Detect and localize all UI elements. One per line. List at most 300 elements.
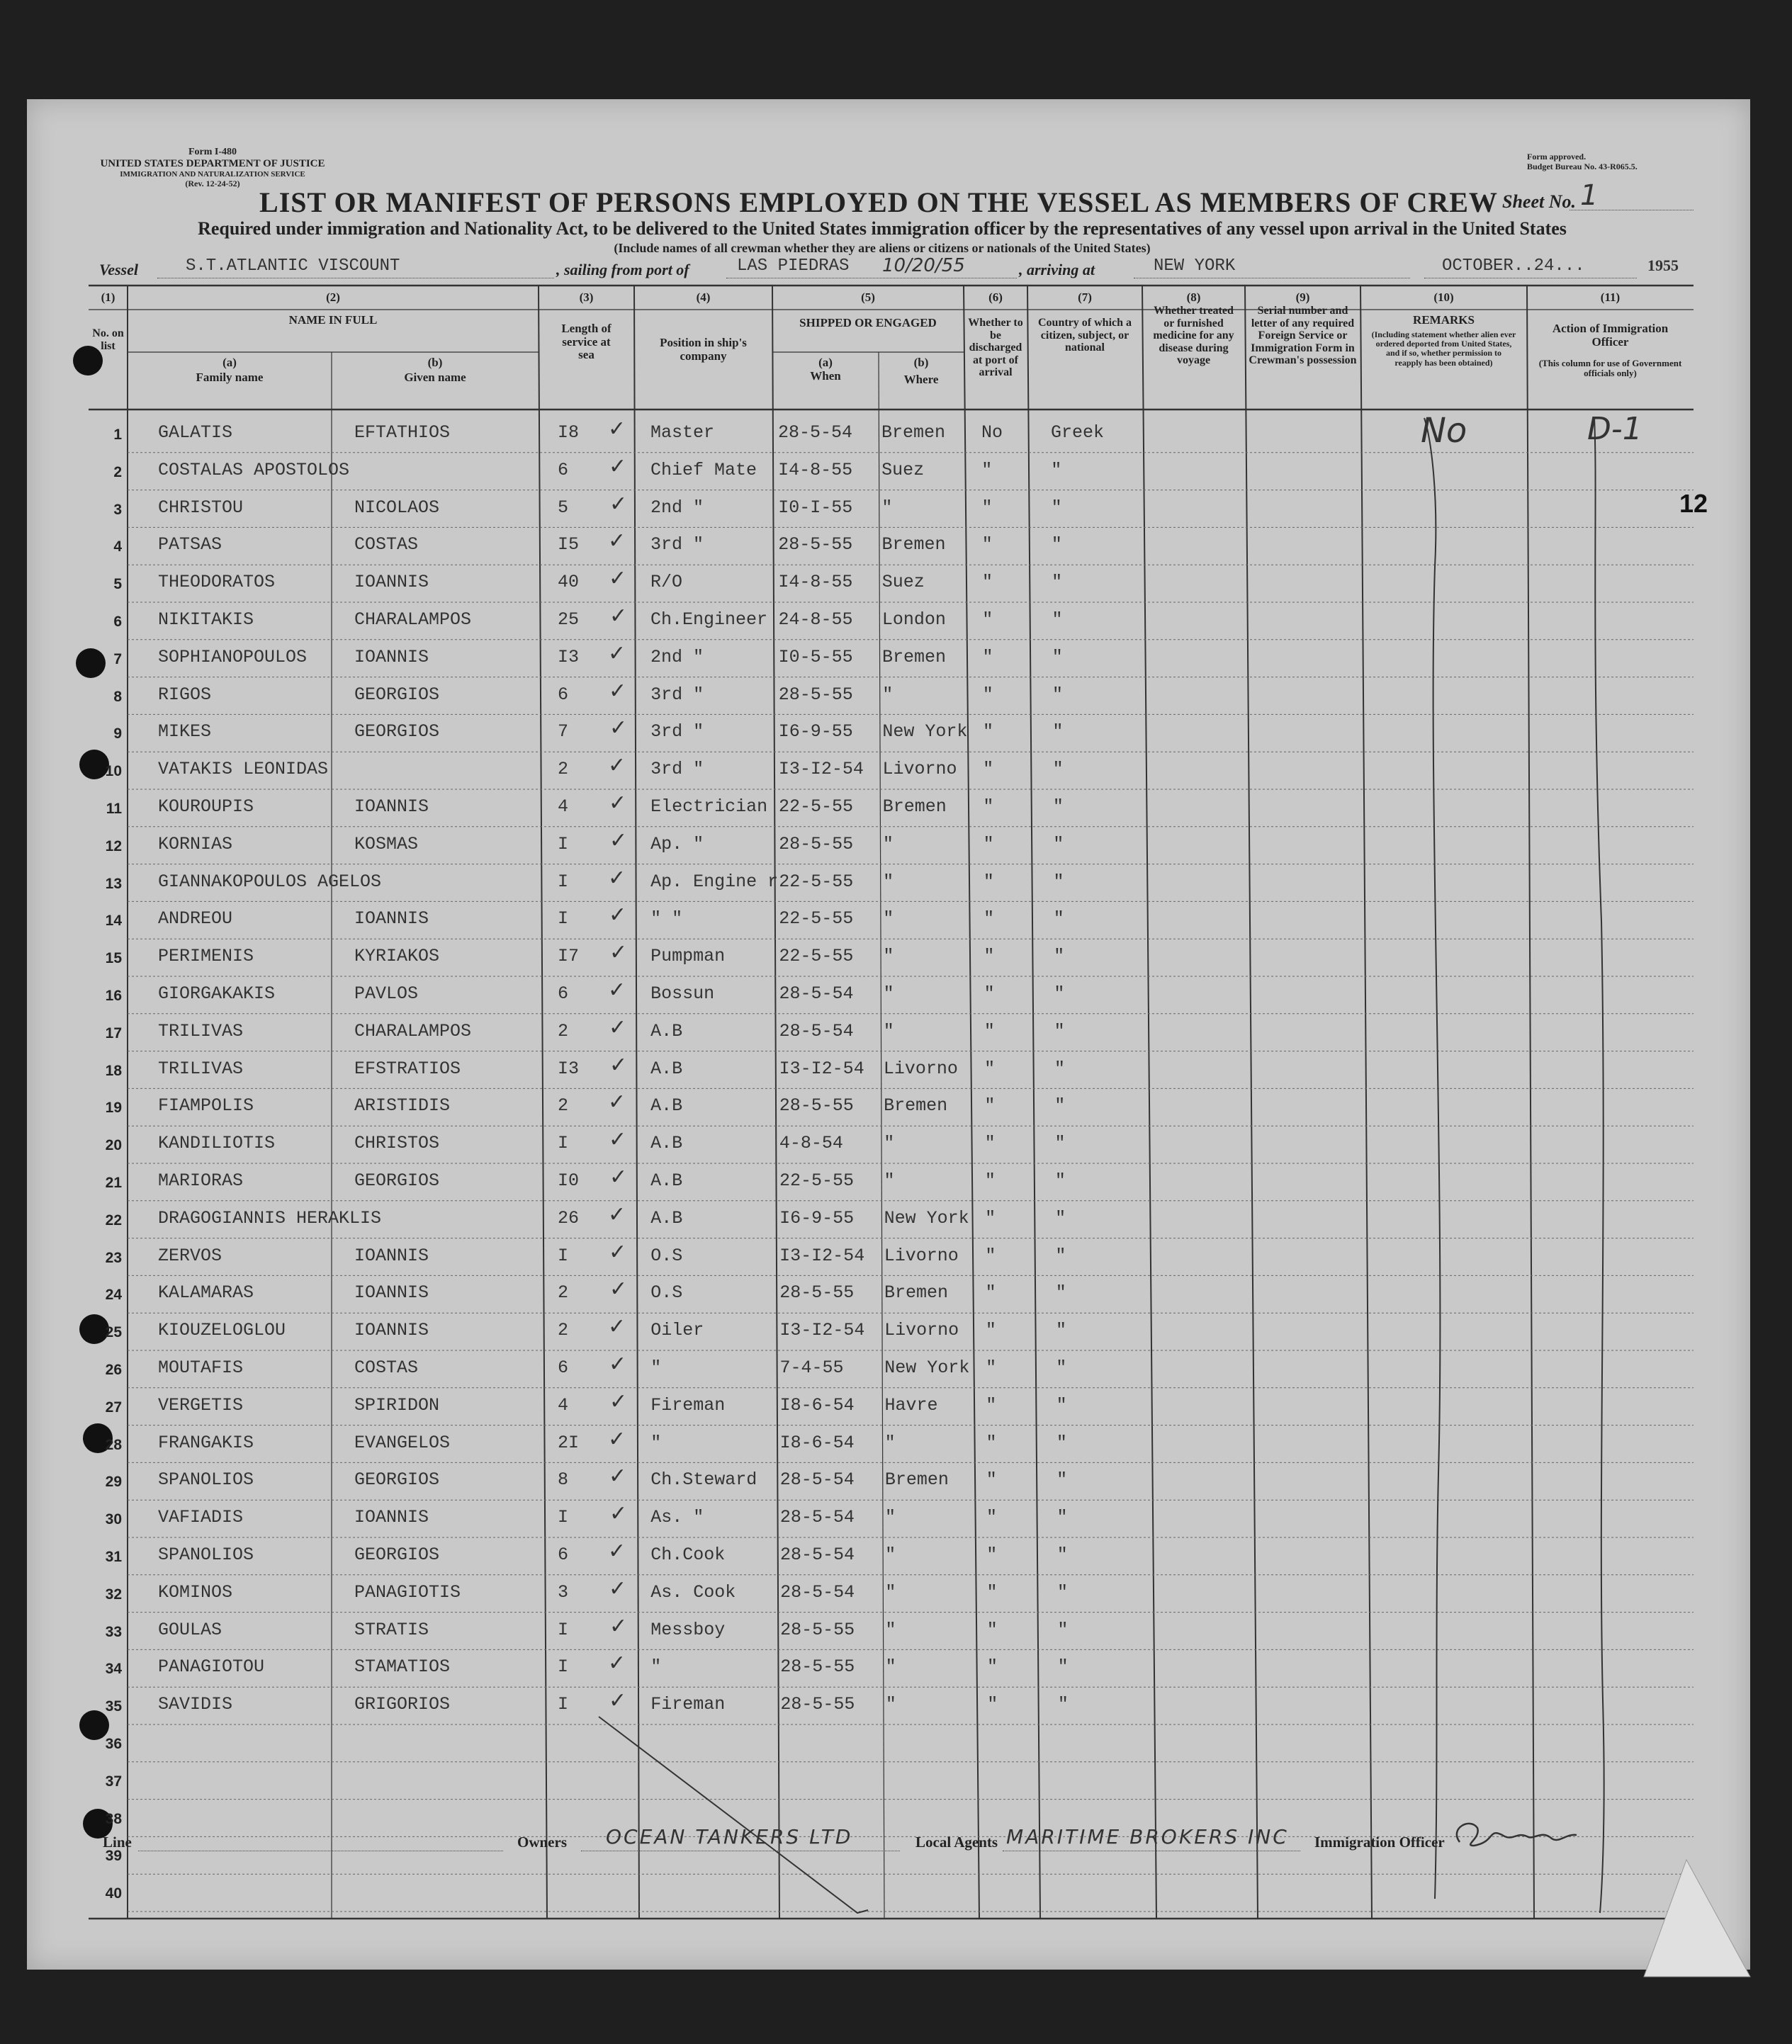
tick-mark-icon: ✓ bbox=[609, 903, 627, 928]
row-number: 19 bbox=[105, 1100, 122, 1117]
given-name: EFSTRATIOS bbox=[354, 1058, 461, 1079]
service-length: I bbox=[558, 1133, 569, 1154]
row-number: 24 bbox=[105, 1287, 122, 1304]
position: 3rd " bbox=[650, 759, 704, 780]
family-name: TRILIVAS bbox=[158, 1058, 244, 1079]
family-name: NIKITAKIS bbox=[158, 609, 254, 630]
shipped-where: " bbox=[881, 497, 893, 518]
col5b-label: Where bbox=[903, 373, 939, 386]
family-name: ZERVOS bbox=[158, 1245, 222, 1266]
tick-mark-icon: ✓ bbox=[609, 1052, 628, 1078]
country: " bbox=[1052, 572, 1063, 593]
col1-label: No. on list bbox=[92, 327, 124, 352]
country: " bbox=[1052, 646, 1063, 667]
discharged: " bbox=[983, 796, 994, 817]
given-name: EFTATHIOS bbox=[354, 422, 451, 443]
tick-mark-icon: ✓ bbox=[608, 1651, 626, 1676]
service-length: I bbox=[558, 1694, 569, 1715]
discharged: " bbox=[982, 609, 993, 630]
row-number: 11 bbox=[106, 801, 122, 817]
tick-mark-icon: ✓ bbox=[609, 604, 628, 628]
row-number: 29 bbox=[105, 1474, 122, 1491]
given-name: GRIGORIOS bbox=[354, 1694, 451, 1715]
service-length: I bbox=[558, 1656, 569, 1678]
given-name: IOANNIS bbox=[354, 908, 429, 930]
row-number: 14 bbox=[105, 913, 122, 930]
shipped-when: 28-5-54 bbox=[780, 1581, 855, 1603]
discharged: " bbox=[984, 1170, 996, 1191]
shipped-where: Bremen bbox=[882, 646, 947, 667]
row-number: 10 bbox=[105, 763, 122, 780]
shipped-when: I3-I2-54 bbox=[779, 1320, 865, 1341]
shipped-where: Bremen bbox=[884, 1282, 948, 1304]
officer-label: Immigration Officer bbox=[1314, 1834, 1445, 1851]
position: A.B bbox=[650, 1058, 683, 1079]
line-label: Line bbox=[103, 1834, 132, 1851]
shipped-when: 28-5-54 bbox=[778, 422, 853, 443]
shipped-when: 28-5-54 bbox=[779, 1545, 855, 1565]
shipped-where: Livorno bbox=[884, 1320, 959, 1341]
tick-mark-icon: ✓ bbox=[609, 1277, 628, 1302]
shipped-when: I3-I2-54 bbox=[779, 1245, 865, 1266]
discharged: " bbox=[986, 1394, 997, 1416]
shipped-when: 28-5-54 bbox=[779, 1020, 854, 1041]
given-name: KYRIAKOS bbox=[354, 946, 440, 967]
shipped-when: I6-9-55 bbox=[778, 721, 853, 742]
country: " bbox=[1055, 1207, 1066, 1229]
family-name: MOUTAFIS bbox=[158, 1357, 244, 1378]
service-length: 40 bbox=[558, 572, 580, 593]
family-name: FIAMPOLIS bbox=[158, 1095, 254, 1117]
tick-mark-icon: ✓ bbox=[608, 1202, 626, 1227]
tick-mark-icon: ✓ bbox=[608, 978, 626, 1003]
discharged: " bbox=[986, 1507, 998, 1528]
tick-mark-icon: ✓ bbox=[609, 566, 627, 592]
subtitle-note: (Include names of all crewman whether they are aliens or citizens or nationals of the United States) bbox=[614, 241, 1151, 255]
country: " bbox=[1053, 871, 1064, 892]
shipped-where: " bbox=[883, 908, 894, 930]
position: A.B bbox=[650, 1095, 683, 1117]
service-length: 4 bbox=[558, 1394, 569, 1416]
position: " bbox=[650, 1432, 662, 1453]
col10-label: REMARKS bbox=[1413, 313, 1475, 327]
row-number: 6 bbox=[113, 614, 122, 630]
given-name: GEORGIOS bbox=[354, 1469, 440, 1491]
discharged: " bbox=[987, 1656, 998, 1678]
tick-mark-icon: ✓ bbox=[608, 1426, 626, 1452]
given-name: IOANNIS bbox=[354, 572, 429, 593]
country: " bbox=[1052, 609, 1063, 630]
col5a-label: When bbox=[810, 369, 841, 383]
discharged: " bbox=[981, 572, 993, 593]
shipped-where: Suez bbox=[881, 459, 925, 480]
given-name: IOANNIS bbox=[354, 1245, 429, 1266]
family-name: KOMINOS bbox=[158, 1581, 233, 1603]
country: " bbox=[1051, 497, 1062, 518]
row-number: 34 bbox=[105, 1661, 122, 1678]
tick-mark-icon: ✓ bbox=[609, 678, 627, 704]
position: A.B bbox=[650, 1170, 683, 1191]
row-number: 22 bbox=[105, 1212, 122, 1229]
discharged: " bbox=[984, 1058, 996, 1079]
shipped-where: " bbox=[883, 1020, 894, 1041]
family-name: PATSAS bbox=[158, 534, 222, 555]
shipped-when: 28-5-55 bbox=[780, 1694, 855, 1715]
service-length: I bbox=[558, 908, 569, 930]
row-number: 25 bbox=[105, 1324, 122, 1341]
discharged: " bbox=[986, 1619, 998, 1640]
service-length: I bbox=[558, 1619, 569, 1640]
position: A.B bbox=[650, 1020, 683, 1041]
family-name: KIOUZELOGLOU bbox=[158, 1320, 286, 1341]
service-length: I7 bbox=[558, 946, 580, 967]
shipped-when: 22-5-55 bbox=[779, 871, 854, 892]
tick-mark-icon: ✓ bbox=[608, 865, 626, 891]
shipped-where: " bbox=[884, 1133, 895, 1154]
tick-mark-icon: ✓ bbox=[608, 1539, 626, 1564]
col6-num: (6) bbox=[988, 290, 1003, 304]
col4-num: (4) bbox=[696, 290, 711, 304]
row-number: 39 bbox=[105, 1848, 122, 1865]
position: 2nd " bbox=[650, 497, 704, 518]
col3-label: Length of service at sea bbox=[561, 322, 612, 362]
shipped-where: " bbox=[883, 871, 894, 892]
shipped-where: London bbox=[881, 609, 946, 630]
country: " bbox=[1055, 1320, 1066, 1341]
col2b-label: Given name bbox=[404, 371, 466, 384]
service-length: 7 bbox=[558, 721, 569, 742]
position: O.S bbox=[650, 1282, 683, 1304]
col7-num: (7) bbox=[1078, 290, 1092, 304]
service-length: I3 bbox=[558, 1058, 580, 1079]
row-number: 17 bbox=[105, 1024, 122, 1041]
col9-num: (9) bbox=[1295, 290, 1310, 304]
service-length: 2 bbox=[558, 1282, 569, 1304]
shipped-when: 22-5-55 bbox=[779, 1170, 854, 1191]
col4-label: Position in ship's company bbox=[660, 336, 747, 363]
col5a-num: (a) bbox=[818, 356, 833, 369]
row-number: 7 bbox=[113, 650, 122, 667]
remarks-mark: No bbox=[1421, 411, 1467, 451]
service-length: I bbox=[558, 833, 569, 854]
shipped-where: Livorno bbox=[883, 1058, 958, 1079]
shipped-when: 28-5-55 bbox=[779, 833, 854, 854]
row-number: 16 bbox=[105, 988, 122, 1004]
row-number: 12 bbox=[105, 837, 122, 854]
given-name: IOANNIS bbox=[354, 796, 429, 817]
family-name: SAVIDIS bbox=[158, 1694, 233, 1715]
discharged: " bbox=[982, 721, 993, 742]
country: " bbox=[1057, 1694, 1069, 1715]
shipped-when: I4-8-55 bbox=[778, 572, 853, 593]
row-number: 9 bbox=[113, 725, 122, 742]
col9-label: Serial number and letter of any required Foreign Service or Immigration Form in Crewman's possession bbox=[1249, 305, 1357, 367]
position: 2nd " bbox=[650, 646, 704, 667]
country: " bbox=[1056, 1432, 1067, 1453]
shipped-when: 28-5-55 bbox=[778, 534, 853, 555]
tick-mark-icon: ✓ bbox=[609, 1165, 628, 1190]
service-length: 26 bbox=[558, 1207, 580, 1229]
country: " bbox=[1055, 1245, 1066, 1266]
col6-label: Whether to be discharged at port of arrival bbox=[968, 317, 1023, 379]
tick-mark-icon: ✓ bbox=[609, 1352, 627, 1377]
discharged: " bbox=[983, 833, 994, 854]
tick-mark-icon: ✓ bbox=[609, 716, 628, 741]
position: " " bbox=[650, 908, 683, 930]
shipped-where: " bbox=[884, 1507, 896, 1528]
discharged: " bbox=[985, 1320, 996, 1341]
service-length: I5 bbox=[558, 534, 580, 555]
discharged: " bbox=[987, 1694, 998, 1715]
country: " bbox=[1054, 1020, 1065, 1041]
col5-label: SHIPPED OR ENGAGED bbox=[799, 316, 937, 329]
sailing-label: , sailing from port of bbox=[556, 261, 689, 278]
arrival-date: OCTOBER..24... bbox=[1442, 256, 1585, 276]
family-name: VERGETIS bbox=[158, 1394, 244, 1416]
subtitle: Required under immigration and Nationality Act, to be delivered to the United States immigration officer by the representatives of any vessel upon arrival in the United States bbox=[198, 218, 1567, 239]
vessel-label: Vessel bbox=[99, 261, 138, 278]
shipped-when: I8-6-54 bbox=[779, 1394, 855, 1416]
service-length: 6 bbox=[558, 1545, 569, 1565]
position: 3rd " bbox=[650, 721, 704, 742]
row-number: 21 bbox=[105, 1175, 122, 1191]
row-number: 40 bbox=[105, 1885, 122, 1902]
shipped-when: I4-8-55 bbox=[778, 459, 853, 480]
given-name: COSTAS bbox=[354, 534, 419, 555]
revision: (Rev. 12-24-52) bbox=[185, 178, 240, 188]
given-name: IOANNIS bbox=[354, 1282, 429, 1304]
discharged: " bbox=[985, 1245, 996, 1266]
tick-mark-icon: ✓ bbox=[609, 1613, 628, 1639]
shipped-when: 28-5-55 bbox=[779, 1282, 855, 1304]
position: R/O bbox=[650, 572, 683, 593]
position: Ch.Cook bbox=[650, 1545, 726, 1565]
agents-label: Local Agents bbox=[915, 1834, 998, 1851]
given-name: SPIRIDON bbox=[354, 1394, 440, 1416]
family-name: TRILIVAS bbox=[158, 1020, 244, 1041]
service-length: 3 bbox=[558, 1581, 569, 1603]
shipped-where: Bremen bbox=[884, 1095, 948, 1117]
shipped-where: Bremen bbox=[881, 534, 946, 555]
position: Pumpman bbox=[650, 946, 726, 967]
country: " bbox=[1051, 459, 1062, 480]
family-name: SPANOLIOS bbox=[158, 1469, 254, 1491]
service-length: 2 bbox=[558, 1320, 569, 1341]
shipped-where: " bbox=[883, 983, 894, 1004]
shipped-when: 4-8-54 bbox=[779, 1133, 843, 1154]
tick-mark-icon: ✓ bbox=[609, 791, 627, 815]
family-name: FRANGAKIS bbox=[158, 1432, 254, 1453]
given-name: GEORGIOS bbox=[354, 1545, 440, 1565]
discharged: " bbox=[982, 646, 993, 667]
row-number: 15 bbox=[105, 950, 122, 967]
row-number: 27 bbox=[105, 1399, 122, 1416]
family-name: KORNIAS bbox=[158, 833, 233, 854]
family-name: KALAMARAS bbox=[158, 1282, 254, 1304]
row-number: 31 bbox=[105, 1549, 122, 1565]
tick-mark-icon: ✓ bbox=[608, 640, 626, 666]
col2-num: (2) bbox=[326, 290, 340, 304]
arrival-year: 1955 bbox=[1647, 256, 1679, 274]
country: " bbox=[1054, 1095, 1066, 1117]
shipped-where: " bbox=[882, 684, 894, 705]
discharged: " bbox=[984, 946, 995, 967]
family-name: GALATIS bbox=[158, 422, 233, 443]
arriving-label: , arriving at bbox=[1019, 261, 1095, 278]
shipped-where: " bbox=[885, 1581, 896, 1603]
tick-mark-icon: ✓ bbox=[609, 1464, 627, 1489]
given-name: IOANNIS bbox=[354, 1507, 429, 1528]
family-name: THEODORATOS bbox=[158, 572, 276, 593]
shipped-when: I6-9-55 bbox=[779, 1207, 855, 1229]
given-name: KOSMAS bbox=[354, 833, 419, 854]
position: Bossun bbox=[650, 983, 715, 1004]
given-name: PANAGIOTIS bbox=[354, 1581, 461, 1603]
position: A.B bbox=[650, 1207, 683, 1229]
position: Fireman bbox=[650, 1394, 726, 1416]
position: " bbox=[650, 1357, 662, 1378]
shipped-where: Bremen bbox=[881, 422, 946, 443]
family-name: PANAGIOTOU bbox=[158, 1656, 265, 1678]
discharged: " bbox=[984, 1133, 996, 1154]
row-number: 4 bbox=[113, 538, 122, 555]
tick-mark-icon: ✓ bbox=[609, 940, 628, 966]
discharged: " bbox=[983, 759, 994, 780]
country: " bbox=[1057, 1619, 1069, 1640]
position: A.B bbox=[650, 1133, 683, 1154]
position: Messboy bbox=[650, 1619, 726, 1640]
service-length: I0 bbox=[558, 1170, 580, 1191]
country: " bbox=[1056, 1545, 1068, 1565]
country: " bbox=[1056, 1507, 1068, 1528]
discharged: " bbox=[986, 1469, 997, 1491]
margin-number: 12 bbox=[1679, 489, 1708, 518]
shipped-where: Livorno bbox=[884, 1245, 959, 1266]
discharged: " bbox=[981, 459, 993, 480]
country: " bbox=[1052, 684, 1064, 705]
given-name: GEORGIOS bbox=[354, 721, 440, 742]
shipped-when: 22-5-55 bbox=[779, 946, 854, 967]
shipped-when: I0-I-55 bbox=[778, 497, 853, 518]
shipped-where: " bbox=[882, 833, 894, 854]
shipped-when: 22-5-55 bbox=[778, 796, 854, 817]
given-name: PAVLOS bbox=[354, 983, 419, 1004]
shipped-where: New York bbox=[884, 1207, 969, 1229]
discharged: " bbox=[984, 983, 995, 1004]
service-length: 6 bbox=[558, 983, 569, 1004]
shipped-where: " bbox=[884, 1170, 895, 1191]
owners-label: Owners bbox=[517, 1834, 567, 1851]
family-name: RIGOS bbox=[158, 684, 212, 705]
country: " bbox=[1054, 1170, 1066, 1191]
row-number: 30 bbox=[105, 1511, 122, 1528]
tick-mark-icon: ✓ bbox=[609, 1688, 627, 1714]
family-name: MIKES bbox=[158, 721, 212, 742]
family-name: COSTALAS APOSTOLOS bbox=[158, 459, 350, 480]
col3-num: (3) bbox=[579, 290, 594, 304]
shipped-when: 28-5-55 bbox=[779, 1095, 854, 1117]
country: " bbox=[1052, 721, 1064, 742]
discharged: " bbox=[981, 534, 993, 555]
col2-label: NAME IN FULL bbox=[288, 313, 378, 327]
row-number: 37 bbox=[105, 1773, 122, 1790]
service-length: 2 bbox=[558, 759, 569, 780]
tick-mark-icon: ✓ bbox=[609, 1127, 627, 1153]
row-number: 18 bbox=[105, 1062, 122, 1079]
country: " bbox=[1053, 908, 1064, 930]
country: " bbox=[1053, 833, 1064, 854]
family-name: SOPHIANOPOULOS bbox=[158, 646, 308, 667]
tick-mark-icon: ✓ bbox=[608, 753, 626, 779]
col1-num: (1) bbox=[101, 290, 115, 304]
service-length: 2I bbox=[558, 1432, 580, 1453]
position: As. Cook bbox=[650, 1581, 736, 1603]
position: Fireman bbox=[650, 1694, 726, 1715]
col2a-label: Family name bbox=[196, 371, 264, 384]
service: IMMIGRATION AND NATURALIZATION SERVICE bbox=[120, 170, 305, 179]
officer-signature bbox=[1446, 1814, 1587, 1856]
shipped-when: 28-5-54 bbox=[779, 1469, 855, 1491]
shipped-where: New York bbox=[882, 721, 968, 742]
col10-note: (Including statement whether alien ever ordered deported from United States, and if so, whether permission to reapply has been obtained) bbox=[1371, 329, 1516, 368]
row-number: 1 bbox=[113, 427, 122, 443]
position: Ap. Engine r bbox=[650, 871, 779, 892]
country: " bbox=[1057, 1656, 1069, 1678]
shipped-where: Livorno bbox=[882, 759, 957, 780]
service-length: I3 bbox=[558, 646, 580, 667]
country: " bbox=[1051, 534, 1062, 555]
shipped-when: 28-5-54 bbox=[779, 983, 854, 1004]
row-number: 13 bbox=[105, 875, 122, 892]
tick-mark-icon: ✓ bbox=[609, 1239, 627, 1265]
shipped-when: 24-8-55 bbox=[778, 609, 853, 630]
service-length: 25 bbox=[558, 609, 580, 630]
row-number: 3 bbox=[113, 501, 122, 518]
given-name: EVANGELOS bbox=[354, 1432, 451, 1453]
service-length: 6 bbox=[558, 684, 569, 705]
sailing-date: 10/20/55 bbox=[882, 255, 965, 276]
discharged: " bbox=[984, 1020, 995, 1041]
department: UNITED STATES DEPARTMENT OF JUSTICE bbox=[100, 158, 325, 170]
country: " bbox=[1055, 1282, 1066, 1304]
position: Chief Mate bbox=[650, 459, 757, 480]
given-name: CHARALAMPOS bbox=[354, 1020, 472, 1041]
col11-label: Action of Immigration Officer bbox=[1552, 322, 1669, 349]
vessel-name: S.T.ATLANTIC VISCOUNT bbox=[186, 256, 400, 276]
form-approval: Form approved. bbox=[1527, 152, 1587, 162]
page-title: LIST OR MANIFEST OF PERSONS EMPLOYED ON THE VESSEL AS MEMBERS OF CREW bbox=[259, 186, 1498, 218]
action-mark: D-1 bbox=[1587, 411, 1642, 447]
tick-mark-icon: ✓ bbox=[608, 1314, 626, 1340]
given-name: STAMATIOS bbox=[354, 1656, 451, 1678]
family-name: GOULAS bbox=[158, 1619, 222, 1640]
position: Ch.Steward bbox=[650, 1469, 757, 1491]
row-number: 20 bbox=[105, 1137, 122, 1154]
shipped-where: " bbox=[884, 1432, 896, 1453]
col7-label: Country of which a citizen, subject, or national bbox=[1038, 317, 1132, 354]
shipped-where: Havre bbox=[884, 1394, 938, 1416]
service-length: 6 bbox=[558, 1357, 569, 1378]
service-length: 2 bbox=[558, 1095, 569, 1117]
shipped-when: 28-5-55 bbox=[780, 1656, 855, 1678]
given-name: IOANNIS bbox=[354, 1320, 429, 1341]
country: Greek bbox=[1051, 422, 1105, 443]
given-name: CHRISTOS bbox=[354, 1133, 440, 1154]
family-name: MARIORAS bbox=[158, 1170, 244, 1191]
form-number: Form I-480 bbox=[188, 147, 237, 157]
family-name: GIORGAKAKIS bbox=[158, 983, 276, 1004]
given-name: IOANNIS bbox=[354, 646, 429, 667]
